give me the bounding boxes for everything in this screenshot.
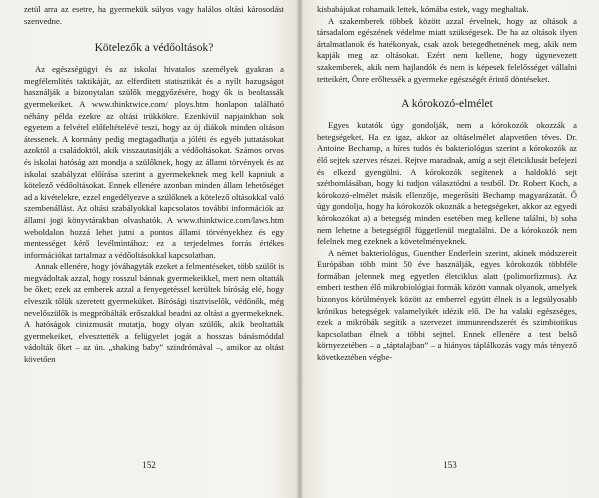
right-page-text	[317, 4, 577, 364]
section-heading-vaccines-mandatory: Kötelezők a védőoltások?	[94, 42, 214, 55]
left-page-text	[24, 4, 284, 366]
right-top-paragraph: kisbabájukat rohamaik lettek, kómába estek, vagy meghaltak.	[317, 4, 529, 14]
section-heading-germ-theory: A kórokozó-elmélet	[401, 98, 493, 111]
right-paragraph-1: Egyes kutatók úgy gondolják, nem a kórokozók okozzák a betegségeket. Ha ez igaz, akkor az oltáselmélet alapvetően téves. Dr. Antoine Bechamp, a híres tudós és bakteriológus szerint a kórokozók az élő sejtek szerves részei. Rejtve maradnak, amíg a sejt életciklusát befejezi és elkezd gyengülni. A kórokozók segítenek a haldokló sejt szétbomlásában, hogy ki tudjon választódni a testből. Dr. Robert Koch, a kórokozó-elmélet másik ellenzője, megerősíti Bechamp magyarázatát. Ő úgy gondolja, hogy ha kórokozók okoznák a betegségeket, akkor az egyedi kórokozókat a) a betegség minden esetében meg kellene találni, b) soha nem lehetne a betegségtől függetlenül megtalálni. De a kórokozók nem felelnek meg ezeknek a követelményeknek.	[317, 120, 577, 247]
left-paragraph-2: Annak ellenére, hogy jóváhagyták ezeket a felmentéseket, több szülőt is megvádoltak azzal, hogy rosszul bánnak gyermekeikkel, mert nem oltatták be őket; ezek az emberek azzal a fenyegetéssel kerültek bíróság elé, hogy elveszik tőlük szeretett gyermeküket. Bírósági tisztviselők, védőnők, még nevelőszülők is megpróbálták erőszakkal beadni az oltást a gyermekeknek. A hatóságok cinizmusát mutatja, hogy olyan szülők, akik beoltatták gyermekeiket, elvesztették a felügyelet jogát a hosszas bánásmóddal vádolták őket – az ún. „shaking baby” szindrómával –, amikor az oltást követően	[24, 261, 284, 365]
right-page-number: 153	[443, 460, 457, 470]
left-top-paragraph: zetül arra az esetre, ha gyermekük súlyos vagy halálos oltási károsodást szenvedne.	[24, 4, 284, 26]
left-page	[0, 0, 298, 498]
right-page	[301, 0, 599, 498]
right-paragraph-2: A német bakteriológus, Guenther Enderlein szerint, akinek módszereit Európában több mint 50 éve használják, egyes kórokozók többféle formában jelennek meg egyetlen életciklus alatt (polimorfizmus). Az emberi testben élő mikrobiológiai formák között vannak olyanok, amelyek bizonyos körülmények között az emberrel együtt élnek is a legsúlyosabb krónikus betegségek valamelyikét idézik elő. De ha valaki egészséges, ezek a mikróbák segítik a szervezet immunrendszerét és szimbiotikus kapcsolatban élnek a többi sejttel. Ennek ellenére a test belső környezetében – a „táptalajban” – a hiányos táplálkozás vagy más tényező következtében végbe-	[317, 247, 577, 363]
right-paragraph-0: A szakemberek többek között azzal érvelnek, hogy az oltások a társadalom egészének védelme miatt szükségesek. De ha az oltások ilyen ártalmatlanok és hatékonyak, csak azok betegedhetnének meg, akik nem kapják meg az oltásokat. Ezért nem kellene, hogy úgynevezett szakemberek, akik nem hajlandók és nem is képesek felelősséget vállalni tetteikért, Önre erőltessék a gyermeke egészségét érintő döntéseket.	[317, 15, 577, 84]
left-page-number: 152	[142, 460, 156, 470]
left-paragraph-1: Az egészségügyi és az iskolai hivatalos személyek gyakran a megfélemlítés taktikáját, az elferdített statisztikát és a nyílt hazugságot használják a bizonytalan szülők meggyőzésére, hogy ők is beoltassák gyermekeiket. A www.thinktwice.com/ ploys.htm honlapon található néhány példa ezekre az oltási trükkökre. Ezenkívül napjainkban sok egyetem a felvétel előfeltételévé teszi, hogy az új diákok minden oltáson átessenek. A kormány pedig megtagadhatja a jóléti és egyéb juttatásokat azoktól a családoktól, akik visszautasítják a védőoltásokat. Számos orvos és iskolai hatóság azt mondja a szülőknek, hogy az állami törvények és az iskolai szabályzat előírása szerint a gyermekeknek meg kell kapniuk a kötelező védőoltásokat. Ennek ellenére azonban minden állam lehetőséget ad a kivételekre, ezzel engedélyezve a szülőknek a kötelező oltásokkal való szembenállást. Az oltási szabályokkal kapcsolatos további információk az állami jogi könyvtárakban olvashatók. A www.thinktwice.com/laws.htm weboldalon hozzá lehet jutni a pontos állami törvényekhez és egy mentességet kérő levélmintához: ez a terjedelmes forrás értékes információkat tartalmaz a védőoltásokkal kapcsolatban.	[24, 64, 284, 260]
